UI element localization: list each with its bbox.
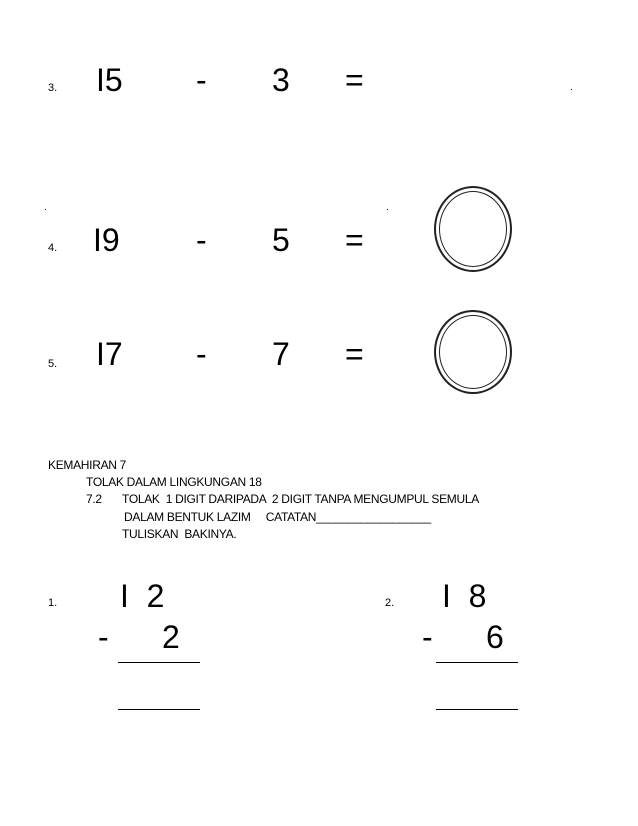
stray-dot: . xyxy=(570,82,573,93)
answer-circle[interactable] xyxy=(434,310,512,394)
answer-line xyxy=(436,662,518,663)
form-text: DALAM BENTUK LAZIM CATATAN__________________ xyxy=(124,510,431,524)
answer-line[interactable] xyxy=(436,709,518,710)
bottom-number: 2 xyxy=(162,619,180,655)
question-number: 3. xyxy=(48,82,58,94)
subskill-number: 7.2 xyxy=(86,492,102,506)
subtrahend: 7 xyxy=(272,336,290,372)
question-number: 2. xyxy=(385,597,395,609)
minus-sign: - xyxy=(196,222,207,258)
answer-line[interactable] xyxy=(118,709,200,710)
skill-topic: TOLAK DALAM LINGKUNGAN 18 xyxy=(86,475,262,489)
equals-sign: = xyxy=(345,222,364,258)
minuend: I5 xyxy=(96,62,123,98)
stray-dot: . xyxy=(386,202,389,213)
minus-sign: - xyxy=(422,619,433,655)
minus-sign: - xyxy=(196,336,207,372)
minus-sign: - xyxy=(196,62,207,98)
equals-sign: = xyxy=(345,336,364,372)
answer-circle[interactable] xyxy=(434,186,512,272)
skill-title: KEMAHIRAN 7 xyxy=(48,458,127,472)
top-number: I 8 xyxy=(442,578,487,614)
minuend: I9 xyxy=(93,222,120,258)
minus-sign: - xyxy=(98,619,109,655)
subtrahend: 3 xyxy=(272,62,290,98)
question-number: 1. xyxy=(48,597,58,609)
minuend: I7 xyxy=(96,336,123,372)
equals-sign: = xyxy=(345,62,364,98)
subskill-text: TOLAK 1 DIGIT DARIPADA 2 DIGIT TANPA MENGUMPUL SEMULA xyxy=(122,492,479,506)
question-number: 4. xyxy=(48,242,58,254)
stray-dot: . xyxy=(44,202,47,213)
instruction: TULISKAN BAKINYA. xyxy=(122,527,237,541)
answer-line xyxy=(118,662,200,663)
subtrahend: 5 xyxy=(272,222,290,258)
question-number: 5. xyxy=(48,358,58,370)
top-number: I 2 xyxy=(120,578,165,614)
bottom-number: 6 xyxy=(486,619,504,655)
